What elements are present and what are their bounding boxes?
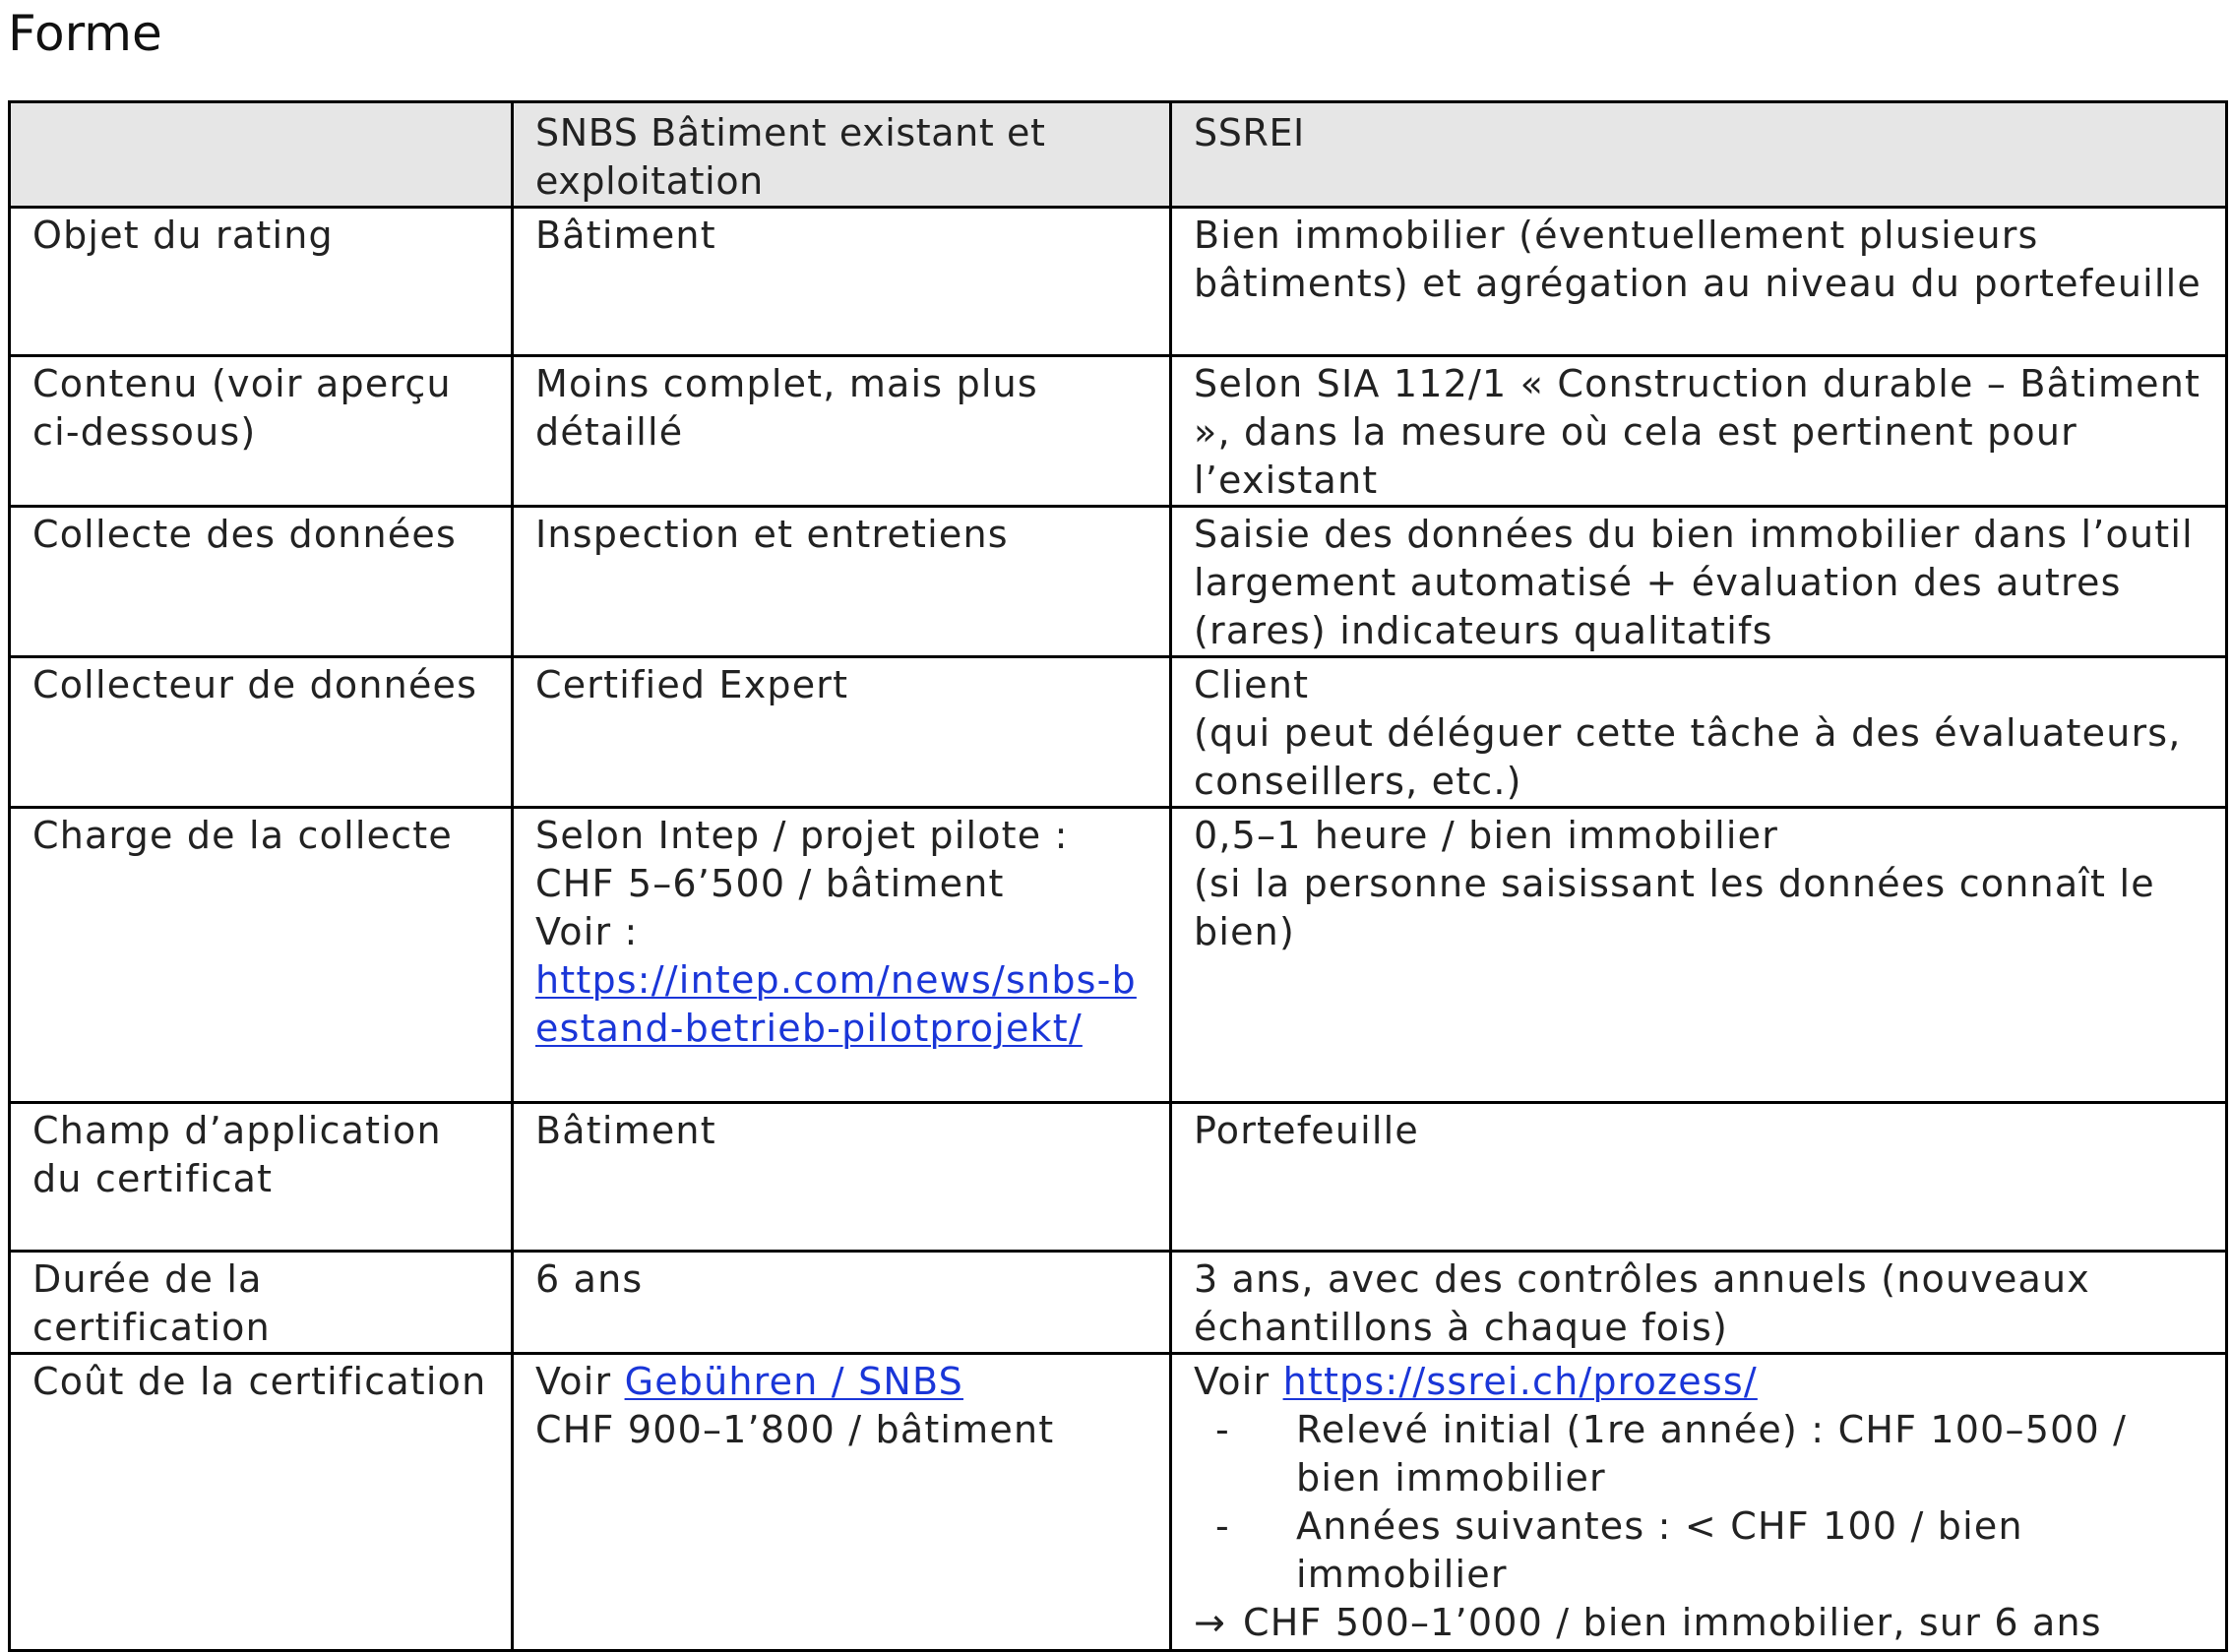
comparison-table xyxy=(8,100,2228,1652)
snbs-voir: Voir : xyxy=(535,910,639,953)
ssrei-cell: Saisie des données du bien immobilier dans l’outil largement automatisé + évaluation des autres (rares) indicateurs qualitatifs xyxy=(1171,507,2227,657)
dash-bullet: - xyxy=(1215,1504,1230,1548)
dash-bullet: - xyxy=(1215,1408,1230,1451)
ssrei-note: (si la personne saisissant les données connaît le bien) xyxy=(1194,862,2155,953)
table-row xyxy=(10,507,2227,657)
ssrei-cell: Portefeuille xyxy=(1171,1103,2227,1252)
ssrei-cell xyxy=(1171,808,2227,1103)
table-row xyxy=(10,808,2227,1103)
table-row xyxy=(10,1252,2227,1354)
row-label: Coût de la certification xyxy=(10,1354,513,1651)
table-row xyxy=(10,356,2227,507)
header-cell-empty xyxy=(10,102,513,208)
ssrei-cell: 3 ans, avec des contrôles annuels (nouveaux échantillons à chaque fois) xyxy=(1171,1252,2227,1354)
row-label: Collecte des données xyxy=(10,507,513,657)
ssrei-cell xyxy=(1171,1354,2227,1651)
table-row xyxy=(10,208,2227,356)
snbs-cell xyxy=(513,808,1171,1103)
list-item xyxy=(1194,1502,2203,1599)
header-cell-snbs: SNBS Bâtiment existant et exploitation xyxy=(513,102,1171,208)
ssrei-cell: Bien immobilier (éventuellement plusieurs bâtiments) et agrégation au niveau du portefeuille xyxy=(1171,208,2227,356)
ssrei-total: CHF 500–1’000 / bien immobilier, sur 6 ans xyxy=(1243,1601,2102,1644)
ssrei-prozess-link[interactable]: https://ssrei.ch/prozess/ xyxy=(1282,1360,1758,1403)
list-item xyxy=(1194,1406,2203,1502)
row-label: Contenu (voir aperçu ci-dessous) xyxy=(10,356,513,507)
ssrei-cost-line xyxy=(1194,1358,2203,1406)
snbs-cell: Bâtiment xyxy=(513,1103,1171,1252)
snbs-cost: CHF 900–1’800 / bâtiment xyxy=(535,1408,1055,1451)
ssrei-note: (qui peut déléguer cette tâche à des évaluateurs, conseillers, etc.) xyxy=(1194,711,2182,803)
snbs-cell: Certified Expert xyxy=(513,657,1171,808)
page-title: Forme xyxy=(8,5,162,62)
table-row xyxy=(10,657,2227,808)
gebuhren-link[interactable]: Gebühren / SNBS xyxy=(624,1360,963,1403)
ssrei-text: Client xyxy=(1194,663,1310,706)
list-item-text: Relevé initial (1re année) : CHF 100–500 / bien immobilier xyxy=(1296,1408,2128,1499)
table-row xyxy=(10,1354,2227,1651)
row-label: Objet du rating xyxy=(10,208,513,356)
row-label: Durée de la certification xyxy=(10,1252,513,1354)
snbs-text: Selon Intep / projet pilote : CHF 5–6’500 / bâtiment xyxy=(535,814,1069,905)
table-row xyxy=(10,1103,2227,1252)
snbs-cell: Moins complet, mais plus détaillé xyxy=(513,356,1171,507)
row-label: Charge de la collecte xyxy=(10,808,513,1103)
snbs-cost-line xyxy=(535,1358,1147,1406)
snbs-cell: Inspection et entretiens xyxy=(513,507,1171,657)
snbs-voir: Voir xyxy=(535,1360,612,1403)
header-cell-ssrei: SSREI xyxy=(1171,102,2227,208)
list-item-text: Années suivantes : < CHF 100 / bien immobilier xyxy=(1296,1504,2023,1596)
cost-list xyxy=(1194,1406,2203,1599)
row-label: Collecteur de données xyxy=(10,657,513,808)
snbs-cell: Bâtiment xyxy=(513,208,1171,356)
ssrei-cell: Selon SIA 112/1 « Construction durable – Bâtiment », dans la mesure où cela est pertinent pour l’existant xyxy=(1171,356,2227,507)
table-header-row xyxy=(10,102,2227,208)
intep-link[interactable]: https://intep.com/news/snbs-bestand-betrieb-pilotprojekt/ xyxy=(535,958,1137,1050)
ssrei-total-line xyxy=(1194,1599,2203,1647)
row-label: Champ d’application du certificat xyxy=(10,1103,513,1252)
arrow-right-icon: → xyxy=(1194,1601,1227,1644)
ssrei-cell xyxy=(1171,657,2227,808)
ssrei-text: 0,5–1 heure / bien immobilier xyxy=(1194,814,1779,857)
snbs-cell: 6 ans xyxy=(513,1252,1171,1354)
ssrei-voir: Voir xyxy=(1194,1360,1271,1403)
snbs-cell xyxy=(513,1354,1171,1651)
